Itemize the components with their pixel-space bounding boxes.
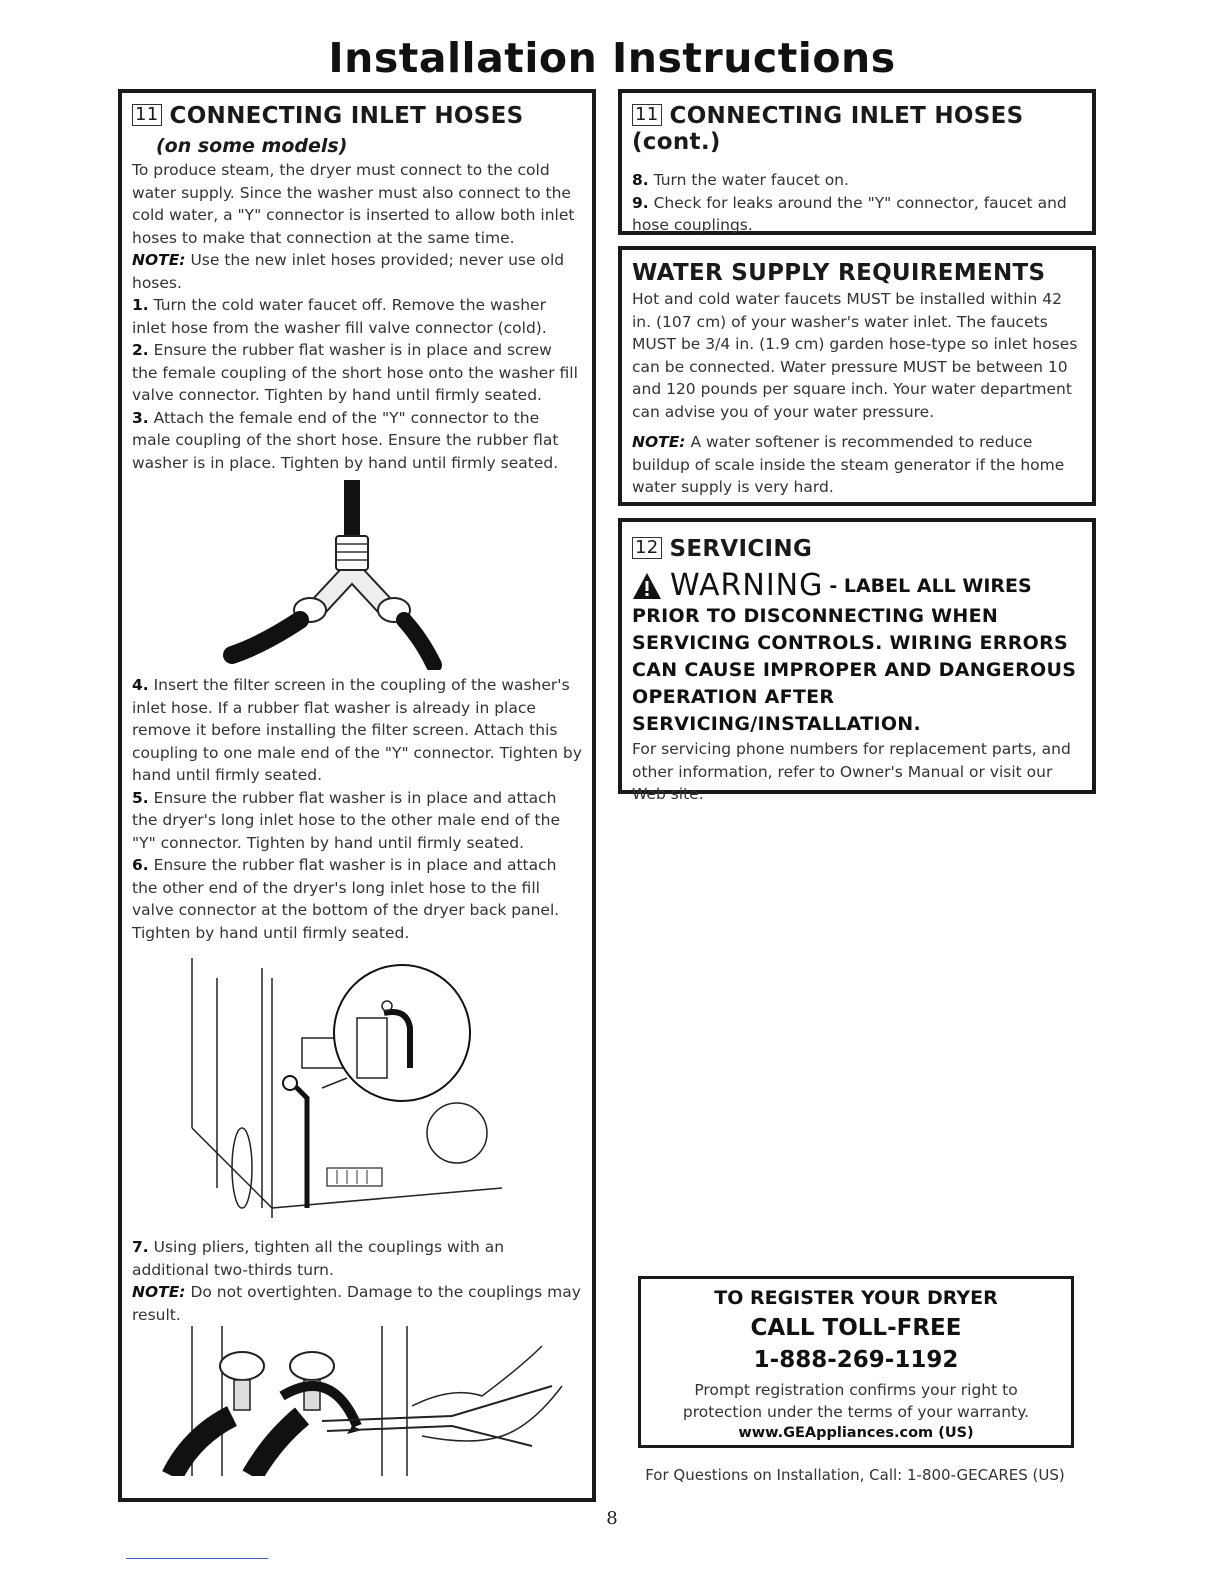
left-section-box xyxy=(118,89,596,1502)
step-number: 1. xyxy=(132,296,149,314)
note-label: NOTE: xyxy=(132,251,186,269)
note-paragraph xyxy=(632,431,1082,499)
step-text: Ensure the rubber flat washer is in place and screw the female coupling of the short hose onto the washer fill valve connector. Tighten by hand until firmly seated. xyxy=(132,341,578,404)
note-label: NOTE: xyxy=(132,1283,186,1301)
warning-caps-text: PRIOR TO DISCONNECTING WHEN SERVICING CONTROLS. WIRING ERRORS CAN CAUSE IMPROPER AND DANGEROUS OPERATION AFTER SERVICING/INSTALLATION. xyxy=(632,605,1077,735)
step-text: Insert the filter screen in the coupling of the washer's inlet hose. If a rubber flat washer is already in place remove it before installing the filter screen. Attach this coupling to one male end of the "Y" connector. Tighten by hand until firmly seated. xyxy=(132,676,582,784)
water-supply-box xyxy=(618,246,1096,506)
note-text: A water softener is recommended to reduce buildup of scale inside the steam generator if the home water supply is very hard. xyxy=(632,433,1065,496)
section-number: 12 xyxy=(632,537,662,559)
step-number: 2. xyxy=(132,341,149,359)
step-text: Using pliers, tighten all the couplings with an additional two-thirds turn. xyxy=(132,1238,505,1279)
servicing-box xyxy=(618,518,1096,803)
section-number: 11 xyxy=(632,104,662,126)
register-box xyxy=(638,1276,1074,1448)
servicing-text: For servicing phone numbers for replacement parts, and other information, refer to Owner's Manual or visit our Web site. xyxy=(632,740,1071,803)
left-text-b xyxy=(132,674,582,944)
warning-triangle-icon xyxy=(632,572,662,600)
warning-label: - LABEL ALL WIRES xyxy=(829,574,1032,597)
step-text: Turn the water faucet on. xyxy=(648,171,849,189)
intro-paragraph: To produce steam, the dryer must connect to the cold water supply. Since the washer must also connect to the cold water, a "Y" connector is inserted to allow both inlet hoses to make that connection at the same time. xyxy=(132,161,575,247)
note-label: NOTE: xyxy=(632,433,686,451)
step-text: Ensure the rubber flat washer is in place and attach the other end of the dryer's long inlet hose to the fill valve connector at the bottom of the dryer back panel. Tighten by hand until firmly seated. xyxy=(132,856,560,942)
warning-row xyxy=(632,568,1082,603)
pliers-illustration xyxy=(152,1326,582,1476)
dryer-back-drawing xyxy=(162,958,512,1228)
section-title: WATER SUPPLY REQUIREMENTS xyxy=(632,260,1046,286)
step-text: Ensure the rubber flat washer is in place and attach the dryer's long inlet hose to the other male end of the "Y" connector. Tighten by hand until firmly seated. xyxy=(132,788,560,852)
register-call: CALL TOLL-FREE xyxy=(750,1315,962,1341)
water-paragraph: Hot and cold water faucets MUST be installed within 42 in. (107 cm) of your washer's water inlet. The faucets MUST be 3/4 in. (1.9 cm) garden hose-type so inlet hoses can be connected. Water pressure MUST be between 10 and 120 pounds per square inch. Your water department can advise you of your water pressure. xyxy=(632,290,1078,421)
note-paragraph xyxy=(132,1281,582,1326)
step-number: 3. xyxy=(132,408,149,427)
step-item xyxy=(632,169,1082,192)
section-heading xyxy=(132,103,582,129)
section-number: 11 xyxy=(132,104,162,126)
step-item xyxy=(132,294,582,339)
section-subheading: (on some models) xyxy=(156,135,348,157)
section-title: SERVICING xyxy=(669,536,813,562)
left-text-c xyxy=(132,1236,582,1326)
bottom-rule xyxy=(126,1558,268,1559)
section-heading xyxy=(632,103,1082,155)
page-title: Installation Instructions xyxy=(328,34,896,82)
section-title: CONNECTING INLET HOSES xyxy=(169,103,524,129)
register-text: Prompt registration confirms your right to protection under the terms of your warranty. xyxy=(682,1381,1030,1421)
y-connector-drawing xyxy=(222,480,452,670)
step-item xyxy=(132,407,582,475)
step-item xyxy=(132,787,582,855)
step-number: 7. xyxy=(132,1238,149,1256)
register-heading: TO REGISTER YOUR DRYER xyxy=(714,1287,998,1309)
step-text: Attach the female end of the "Y" connector to the male coupling of the short hose. Ensure the rubber flat washer is in place. Tighten by hand until firmly seated. xyxy=(132,408,559,472)
water-text xyxy=(632,288,1082,499)
section-heading xyxy=(632,536,1082,562)
y-connector-illustration xyxy=(222,480,582,670)
warning-word: WARNING xyxy=(670,568,824,603)
step-item xyxy=(132,339,582,407)
cont-steps xyxy=(632,169,1082,237)
step-number: 4. xyxy=(132,676,149,694)
section-title: CONNECTING INLET HOSES (cont.) xyxy=(632,103,1024,155)
step-number: 6. xyxy=(132,856,149,874)
step-number: 9. xyxy=(632,193,649,212)
note-text: Do not overtighten. Damage to the couplings may result. xyxy=(132,1283,581,1324)
step-number: 8. xyxy=(632,171,649,189)
note-paragraph xyxy=(132,249,582,294)
register-phone: 1-888-269-1192 xyxy=(753,1347,959,1373)
left-text-a xyxy=(132,159,582,474)
step-text: Turn the cold water faucet off. Remove the washer inlet hose from the washer fill valve connector (cold). xyxy=(132,296,547,337)
step-item xyxy=(132,674,582,787)
step-number: 5. xyxy=(132,788,149,807)
pliers-drawing xyxy=(152,1326,572,1476)
dryer-back-illustration xyxy=(162,958,582,1228)
installation-questions: For Questions on Installation, Call: 1-800-GECARES (US) xyxy=(645,1466,1065,1484)
step-item xyxy=(132,854,582,944)
register-url[interactable]: www.GEAppliances.com (US) xyxy=(738,1425,974,1441)
step-item xyxy=(632,192,1082,237)
step-text: Check for leaks around the "Y" connector, faucet and hose couplings. xyxy=(632,193,1067,234)
step-item xyxy=(132,1236,582,1281)
page-number: 8 xyxy=(606,1508,618,1529)
cont-section-box xyxy=(618,89,1096,235)
note-text: Use the new inlet hoses provided; never use old hoses. xyxy=(132,251,565,292)
